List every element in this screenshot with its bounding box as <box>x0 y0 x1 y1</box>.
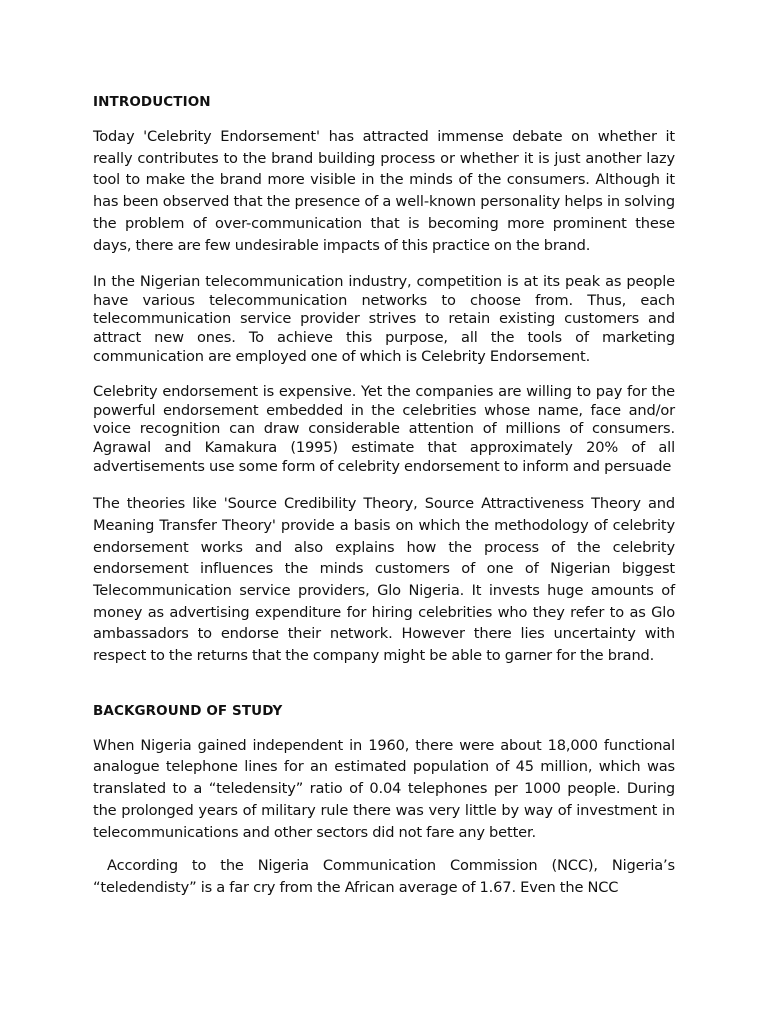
intro-paragraph-4: The theories like 'Source Credibility Theory, Source Attractiveness Theory and Meaning Transfer Theory' provide a basis on which the methodology of celebrity endorsement works and also explains how the process of the celebrity endorsement influences the minds customers of one of Nigerian biggest Telecommunication service providers, Glo Nigeria. It invests huge amounts of money as advertising expenditure for hiring celebrities who they refer to as Glo ambassadors to endorse their network. However there lies uncertainty with respect to the returns that the company might be able to garner for the brand. <box>93 495 675 665</box>
background-heading: BACKGROUND OF STUDY <box>93 702 283 719</box>
intro-paragraph-3: Celebrity endorsement is expensive. Yet the companies are willing to pay for the powerful endorsement embedded in the celebrities whose name, face and/or voice recognition can draw considerable attention of millions of consumers. Agrawal and Kamakura (1995) estimate that approximately 20% of all advertisements use some form of celebrity endorsement to inform and persuade <box>93 383 675 475</box>
document-body <box>93 92 680 899</box>
introduction-heading: INTRODUCTION <box>93 94 211 110</box>
background-paragraph-2: According to the Nigeria Communication Commission (NCC), Nigeria’s “teledendisty” is a far cry from the African average of 1.67. Even the NCC <box>93 857 680 896</box>
intro-paragraph-1: Today 'Celebrity Endorsement' has attracted immense debate on whether it really contributes to the brand building process or whether it is just another lazy tool to make the brand more visible in the minds of the consumers. Although it has been observed that the presence of a well-known personality helps in solving the problem of over-communication that is becoming more prominent these days, there are few undesirable impacts of this practice on the brand. <box>93 128 675 254</box>
background-paragraph-1: When Nigeria gained independent in 1960, there were about 18,000 functional analogue telephone lines for an estimated population of 45 million, which was translated to a “teledensity” ratio of 0.04 telephones per 1000 people. During the prolonged years of military rule there was very little by way of investment in telecommunications and other sectors did not fare any better. <box>93 736 675 841</box>
intro-paragraph-2: In the Nigerian telecommunication industry, competition is at its peak as people have various telecommunication networks to choose from. Thus, each telecommunication service provider strives to retain existing customers and attract new ones. To achieve this purpose, all the tools of marketing communication are employed one of which is Celebrity Endorsement. <box>93 273 675 365</box>
